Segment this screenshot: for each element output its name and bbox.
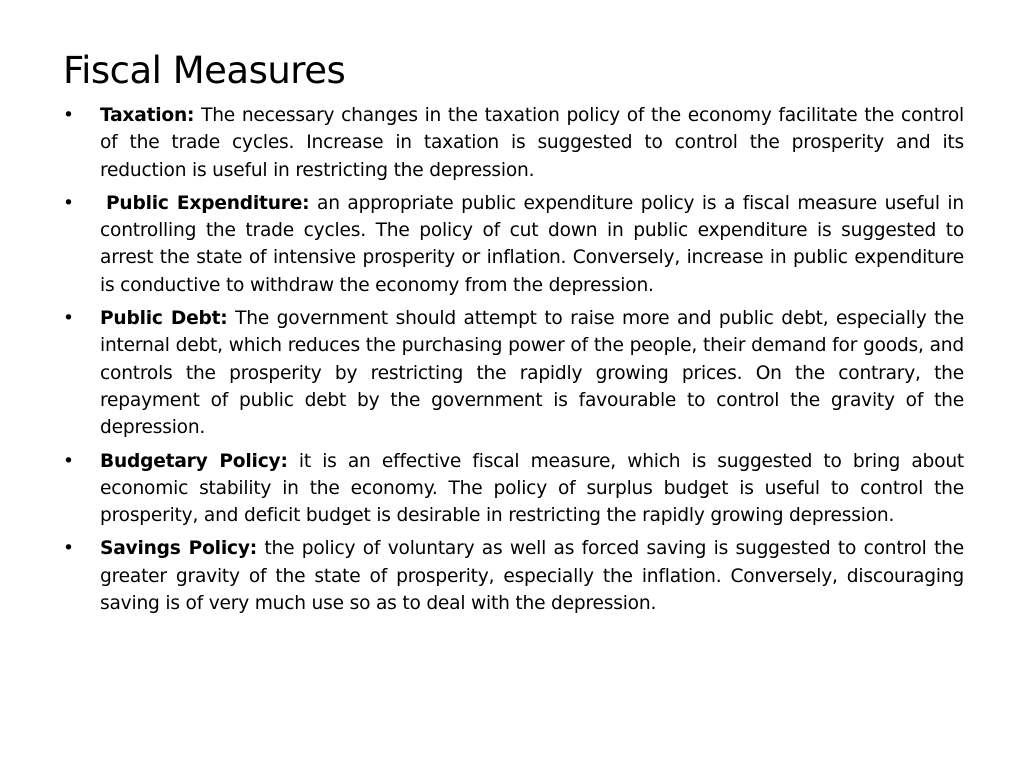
- bullet-item-public-debt: [63, 305, 964, 441]
- bullet-term: Public Debt:: [100, 308, 228, 330]
- bullet-text: the policy of voluntary as well as forced saving is suggested to control the greater gravity of the state of prosperity, especially the inflation. Conversely, discouraging saving is of very much use so as to deal with the depression.: [100, 538, 964, 615]
- bullet-term: Taxation:: [100, 105, 195, 126]
- bullet-item-taxation: [63, 102, 964, 184]
- bullet-text: The necessary changes in the taxation policy of the economy facilitate the control of the trade cycles. Increase in taxation is suggested to control the prosperity and its reduction is useful in restricting the depression.: [100, 105, 964, 181]
- bullet-icon: •: [63, 308, 74, 330]
- bullet-icon: •: [63, 538, 74, 560]
- bullet-term: Savings Policy:: [100, 538, 257, 560]
- bullet-text: The government should attempt to raise more and public debt, especially the internal debt, which reduces the purchasing power of the people, their demand for goods, and controls the prosperity by restricting the rapidly growing prices. On the contrary, the repayment of public debt by the government is favourable to control the gravity of the depression.: [100, 308, 965, 439]
- slide-title: Fiscal Measures: [63, 49, 346, 92]
- bullet-term: Budgetary Policy:: [100, 450, 288, 472]
- bullet-item-budgetary-policy: [63, 448, 964, 530]
- bullet-item-public-expenditure: [63, 190, 964, 299]
- bullet-icon: •: [63, 192, 74, 214]
- bullet-term: Public Expenditure:: [106, 192, 310, 214]
- bullet-icon: •: [63, 450, 74, 472]
- bullet-icon: •: [63, 105, 74, 126]
- bullet-text: an appropriate public expenditure policy is a fiscal measure useful in controlling the trade cycles. The policy of cut down in public expenditure is suggested to arrest the state of intensive prosperity or inflation. Conversely, increase in public expenditure is conductive to withdraw the economy from the depression.: [100, 192, 964, 296]
- bullet-item-savings-policy: [63, 535, 964, 617]
- bullet-list: [63, 102, 964, 617]
- bullet-text: it is an effective fiscal measure, which is suggested to bring about economic stability in the economy. The policy of surplus budget is useful to control the prosperity, and deficit budget is desirable in restricting the rapidly growing depression.: [100, 450, 964, 527]
